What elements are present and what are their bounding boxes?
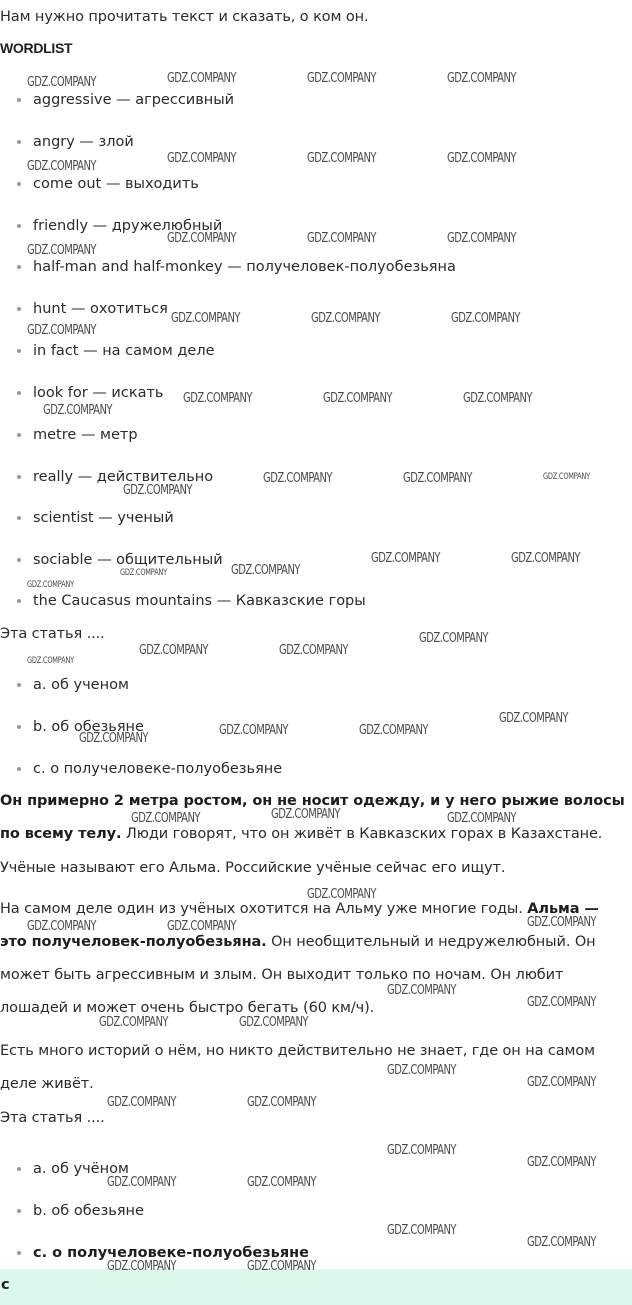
text-paragraph-2: Учёные называют его Альма. Российские учёные сейчас его ищут. <box>0 860 506 876</box>
watermark: GDZ.COMPANY <box>543 472 590 482</box>
answer-text: c <box>1 1277 10 1293</box>
watermark: GDZ.COMPANY <box>107 1258 176 1274</box>
watermark: GDZ.COMPANY <box>171 310 240 326</box>
watermark: GDZ.COMPANY <box>527 1234 596 1250</box>
watermark: GDZ.COMPANY <box>43 402 112 418</box>
watermark: GDZ.COMPANY <box>387 1062 456 1078</box>
watermark: GDZ.COMPANY <box>307 150 376 166</box>
watermark: GDZ.COMPANY <box>499 710 568 726</box>
watermark: GDZ.COMPANY <box>419 630 488 646</box>
watermark: GDZ.COMPANY <box>371 550 440 566</box>
question-1-prompt: Эта статья .... <box>0 626 105 642</box>
answer-box <box>0 1269 632 1305</box>
watermark: GDZ.COMPANY <box>311 310 380 326</box>
watermark: GDZ.COMPANY <box>527 1074 596 1090</box>
question-2-prompt: Эта статья .... <box>0 1110 105 1126</box>
intro-text: Нам нужно прочитать текст и сказать, о ком он. <box>0 9 369 25</box>
watermark: GDZ.COMPANY <box>279 642 348 658</box>
watermark: GDZ.COMPANY <box>27 242 96 258</box>
watermark: GDZ.COMPANY <box>27 158 96 174</box>
watermark: GDZ.COMPANY <box>167 150 236 166</box>
paragraph-1-bold: Он примерно 2 метра ростом, он не носит одежду, и у него рыжие волосы по всему телу. <box>0 793 625 842</box>
watermark: GDZ.COMPANY <box>247 1094 316 1110</box>
watermark: GDZ.COMPANY <box>120 568 167 578</box>
watermark: GDZ.COMPANY <box>527 994 596 1010</box>
watermark: GDZ.COMPANY <box>387 982 456 998</box>
watermark: GDZ.COMPANY <box>307 70 376 86</box>
watermark: GDZ.COMPANY <box>323 390 392 406</box>
watermark: GDZ.COMPANY <box>447 810 516 826</box>
watermark: GDZ.COMPANY <box>247 1258 316 1274</box>
wordlist-heading: WORDLIST <box>0 40 73 56</box>
watermark: GDZ.COMPANY <box>123 482 192 498</box>
watermark: GDZ.COMPANY <box>79 730 148 746</box>
watermark: GDZ.COMPANY <box>527 1154 596 1170</box>
watermark: GDZ.COMPANY <box>167 70 236 86</box>
watermark: GDZ.COMPANY <box>167 918 236 934</box>
watermark: GDZ.COMPANY <box>219 722 288 738</box>
text-paragraph-4: Есть много историй о нём, но никто действительно не знает, где он на самом деле живёт. <box>0 1043 595 1092</box>
watermark: GDZ.COMPANY <box>403 470 472 486</box>
paragraph-3-rest: Он необщительный и недружелюбный. Он может быть агрессивным и злым. Он выходит только по ночам. Он любит лошадей и может очень быстро бегать (60 км/ч). <box>0 934 596 1016</box>
watermark: GDZ.COMPANY <box>447 70 516 86</box>
paragraph-1-rest: Люди говорят, что он живёт в Кавказских горах в Казахстане. <box>121 826 603 842</box>
paragraph-3-start: На самом деле один из учёных охотится на Альму уже многие годы. <box>0 901 528 917</box>
watermark: GDZ.COMPANY <box>307 230 376 246</box>
watermark: GDZ.COMPANY <box>27 580 74 590</box>
watermark: GDZ.COMPANY <box>447 150 516 166</box>
watermark: GDZ.COMPANY <box>527 914 596 930</box>
watermark: GDZ.COMPANY <box>167 230 236 246</box>
watermark: GDZ.COMPANY <box>247 1174 316 1190</box>
watermark: GDZ.COMPANY <box>307 886 376 902</box>
watermark: GDZ.COMPANY <box>271 806 340 822</box>
watermark: GDZ.COMPANY <box>27 322 96 338</box>
watermark: GDZ.COMPANY <box>511 550 580 566</box>
watermark: GDZ.COMPANY <box>387 1142 456 1158</box>
watermark: GDZ.COMPANY <box>183 390 252 406</box>
watermark: GDZ.COMPANY <box>131 810 200 826</box>
paragraph-3-bold: Альма — это получеловек-полуобезьяна. <box>0 901 599 950</box>
watermark: GDZ.COMPANY <box>27 918 96 934</box>
watermark: GDZ.COMPANY <box>139 642 208 658</box>
watermark: GDZ.COMPANY <box>27 74 96 90</box>
watermark: GDZ.COMPANY <box>463 390 532 406</box>
watermark: GDZ.COMPANY <box>99 1014 168 1030</box>
watermark: GDZ.COMPANY <box>27 656 74 666</box>
watermark: GDZ.COMPANY <box>359 722 428 738</box>
watermark: GDZ.COMPANY <box>107 1174 176 1190</box>
watermark: GDZ.COMPANY <box>231 562 300 578</box>
watermark: GDZ.COMPANY <box>387 1222 456 1238</box>
watermark: GDZ.COMPANY <box>239 1014 308 1030</box>
watermark: GDZ.COMPANY <box>447 230 516 246</box>
watermark: GDZ.COMPANY <box>263 470 332 486</box>
watermark: GDZ.COMPANY <box>107 1094 176 1110</box>
watermark: GDZ.COMPANY <box>451 310 520 326</box>
